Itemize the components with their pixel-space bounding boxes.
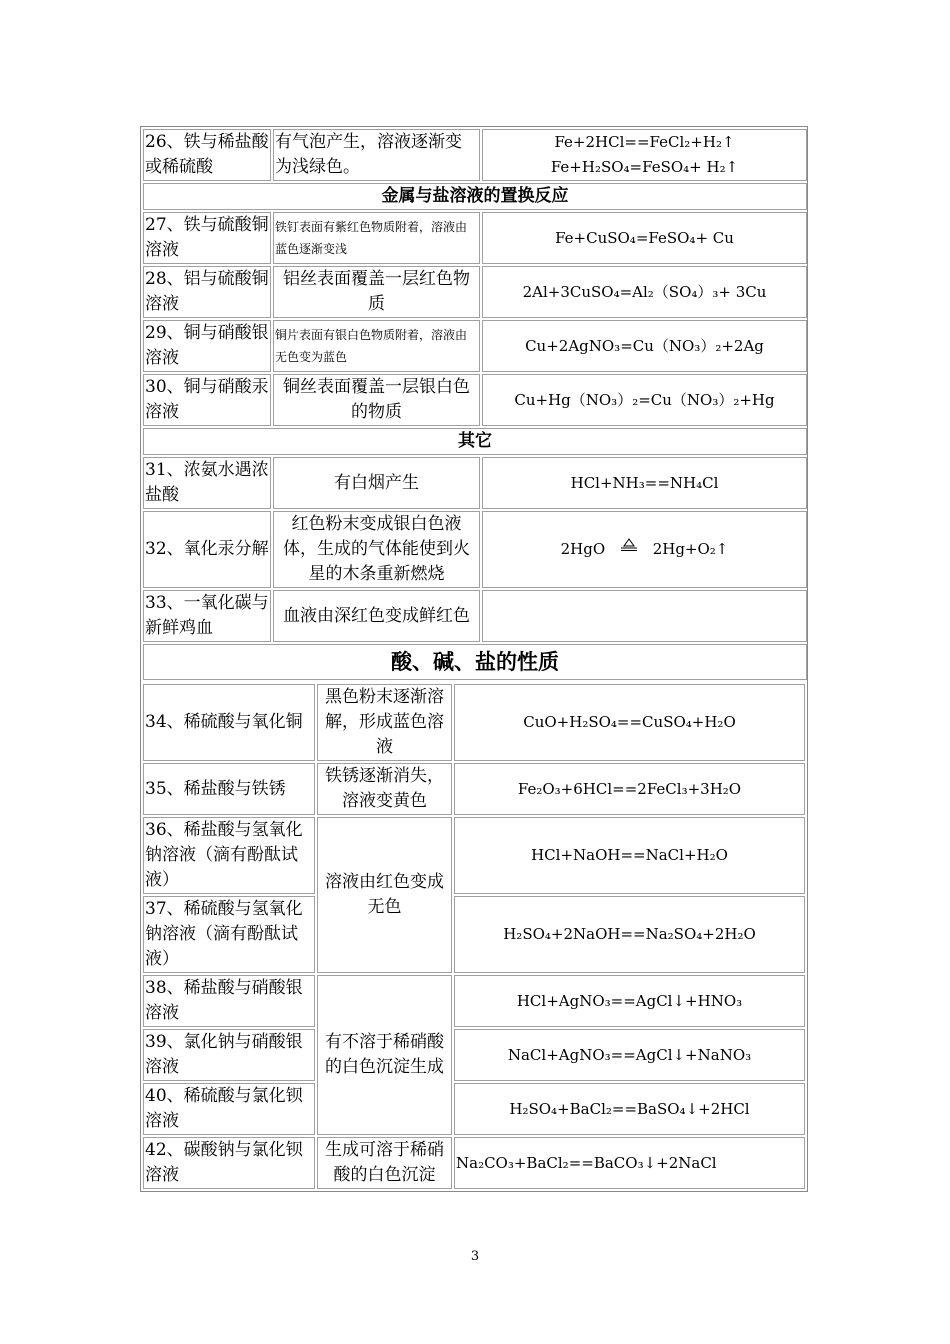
reaction-name: 33、一氧化碳与新鲜鸡血: [143, 590, 271, 642]
reaction-name: 35、稀盐酸与铁锈: [143, 763, 315, 815]
table-row: [143, 129, 807, 181]
phenomenon: 铝丝表面覆盖一层红色物质: [273, 266, 480, 318]
table-row: [143, 457, 807, 509]
section-row: [143, 428, 807, 455]
reaction-name: 26、铁与稀盐酸或稀硫酸: [143, 129, 271, 181]
reaction-name: 37、稀硫酸与氢氧化钠溶液（滴有酚酞试液）: [143, 896, 315, 973]
reaction-table: [140, 126, 808, 1192]
reaction-name: 38、稀盐酸与硝酸银溶液: [143, 975, 315, 1027]
page-number: 3: [470, 1249, 480, 1264]
reaction-name: 28、铝与硫酸铜溶液: [143, 266, 271, 318]
heating-triangle-icon: [620, 538, 638, 552]
reaction-name: 39、氯化钠与硝酸银溶液: [143, 1029, 315, 1081]
table-row: [143, 684, 805, 761]
table-row: [143, 1083, 805, 1135]
equation-right: 2Hg+O₂↑: [652, 540, 729, 558]
reaction-name: 30、铜与硝酸汞溶液: [143, 374, 271, 426]
equation: NaCl+AgNO₃==AgCl↓+NaNO₃: [454, 1029, 805, 1081]
phenomenon: 黑色粉末逐渐溶解，形成蓝色溶液: [317, 684, 452, 761]
reaction-name: 29、铜与硝酸银溶液: [143, 320, 271, 372]
equation: H₂SO₄+BaCl₂==BaSO₄↓+2HCl: [454, 1083, 805, 1135]
phenomenon: 血液由深红色变成鲜红色: [273, 590, 480, 642]
phenomenon: 溶液由红色变成无色: [317, 817, 452, 973]
equation: HCl+NaOH==NaCl+H₂O: [454, 817, 805, 894]
table-row: [143, 374, 807, 426]
phenomenon: 铜丝表面覆盖一层银白色的物质: [273, 374, 480, 426]
reaction-name: 27、铁与硫酸铜溶液: [143, 212, 271, 264]
equation-left: 2HgO: [560, 540, 606, 558]
table-row: [143, 511, 807, 588]
table-row: [143, 266, 807, 318]
reaction-name: 42、碳酸钠与氯化钡溶液: [143, 1137, 315, 1189]
phenomenon: 铁钉表面有紫红色物质附着，溶液由蓝色逐渐变浅: [273, 212, 480, 264]
equation: Cu+Hg（NO₃）₂=Cu（NO₃）₂+Hg: [482, 374, 807, 426]
equation-cell: [482, 129, 807, 181]
equation: 2Al+3CuSO₄=Al₂（SO₄）₃+ 3Cu: [482, 266, 807, 318]
table-row: [143, 1029, 805, 1081]
table-row: [143, 1137, 805, 1189]
equation-cell: [482, 511, 807, 588]
equation: Fe+CuSO₄=FeSO₄+ Cu: [482, 212, 807, 264]
table-row: [143, 320, 807, 372]
phenomenon: 红色粉末变成银白色液体，生成的气体能使到火星的木条重新燃烧: [273, 511, 480, 588]
phenomenon: 有白烟产生: [273, 457, 480, 509]
reaction-name: 36、稀盐酸与氢氧化钠溶液（滴有酚酞试液）: [143, 817, 315, 894]
reaction-name: 32、氧化汞分解: [143, 511, 271, 588]
table-row: [143, 763, 805, 815]
equation: [482, 590, 807, 642]
phenomenon: 有气泡产生，溶液逐渐变为浅绿色。: [273, 129, 480, 181]
equation: H₂SO₄+2NaOH==Na₂SO₄+2H₂O: [454, 896, 805, 973]
equation: Fe+2HCl==FeCl₂+H₂↑: [554, 133, 735, 151]
phenomenon: 有不溶于稀硝酸的白色沉淀生成: [317, 975, 452, 1135]
section-title: 酸、碱、盐的性质: [143, 644, 807, 680]
reaction-name: 34、稀硫酸与氧化铜: [143, 684, 315, 761]
section-title: 金属与盐溶液的置换反应: [143, 183, 807, 210]
equation: HCl+NH₃==NH₄Cl: [482, 457, 807, 509]
table-row: [143, 975, 805, 1027]
table-row: [143, 590, 807, 642]
equation: CuO+H₂SO₄==CuSO₄+H₂O: [454, 684, 805, 761]
section-row: [143, 183, 807, 210]
section-title: 其它: [143, 428, 807, 455]
equation: HCl+AgNO₃==AgCl↓+HNO₃: [454, 975, 805, 1027]
equation: Cu+2AgNO₃=Cu（NO₃）₂+2Ag: [482, 320, 807, 372]
table-row: [143, 896, 805, 973]
table-row: [143, 817, 805, 894]
reaction-name: 40、稀硫酸与氯化钡溶液: [143, 1083, 315, 1135]
reaction-name: 31、浓氨水遇浓盐酸: [143, 457, 271, 509]
equation: Fe₂O₃+6HCl==2FeCl₃+3H₂O: [454, 763, 805, 815]
table-row: [143, 212, 807, 264]
phenomenon: 生成可溶于稀硝酸的白色沉淀: [317, 1137, 452, 1189]
equation: Fe+H₂SO₄=FeSO₄+ H₂↑: [550, 158, 739, 176]
section-row: [143, 644, 807, 680]
phenomenon: 铜片表面有银白色物质附着，溶液由无色变为蓝色: [273, 320, 480, 372]
equation: Na₂CO₃+BaCl₂==BaCO₃↓+2NaCl: [454, 1137, 805, 1189]
phenomenon: 铁锈逐渐消失，溶液变黄色: [317, 763, 452, 815]
